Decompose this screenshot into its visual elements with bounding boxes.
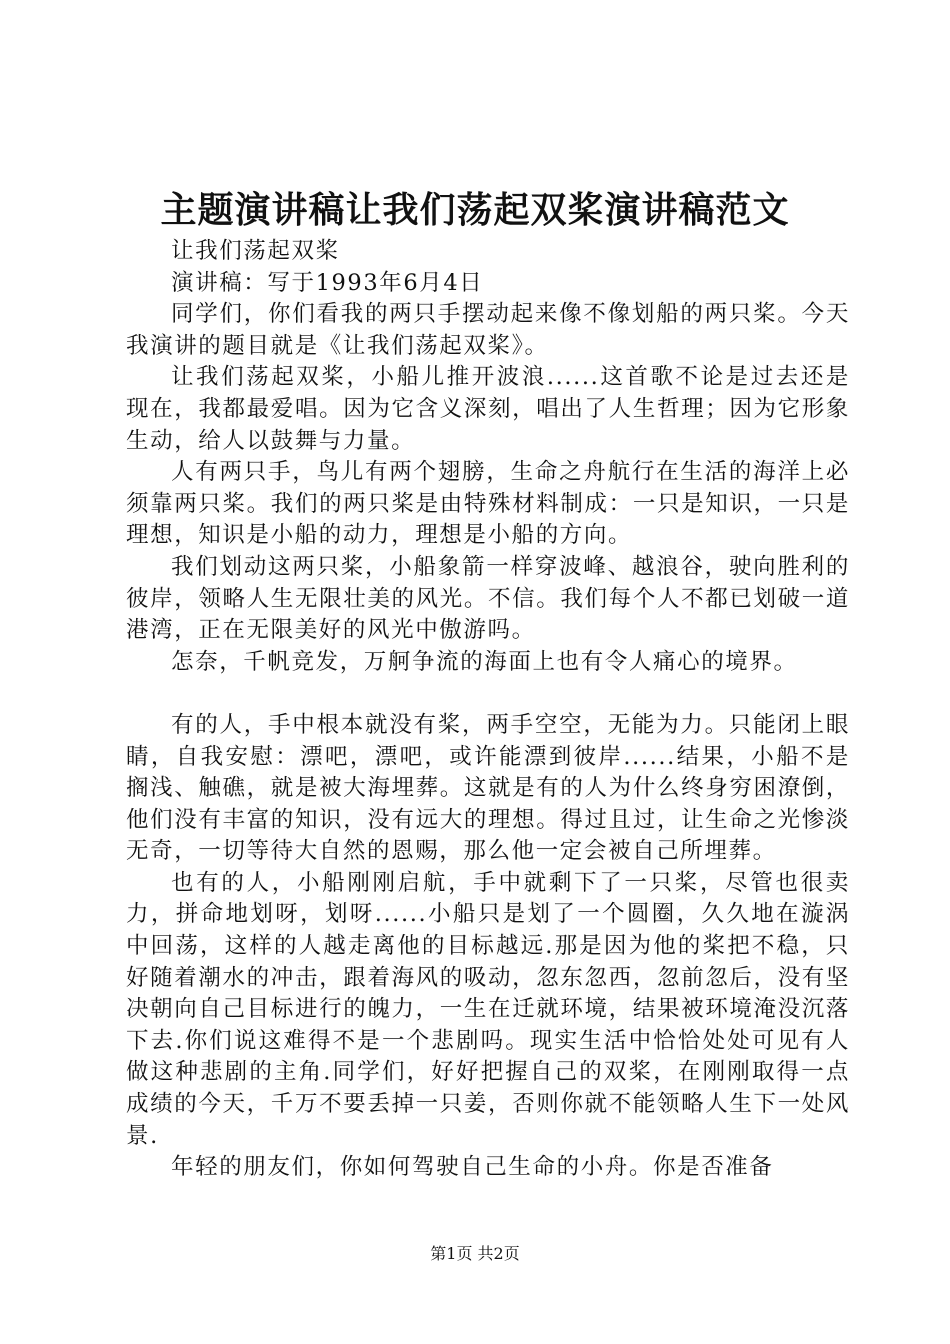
page-footer: 第1页 共2页 xyxy=(430,1244,520,1263)
body-paragraph: 怎奈，千帆竞发，万舸争流的海面上也有令人痛心的境界。 xyxy=(171,648,798,675)
document-title: 主题演讲稿让我们荡起双桨演讲稿范文 xyxy=(160,189,790,231)
body-paragraph: 我们划动这两只桨，小船象箭一样穿波峰、越浪谷，驶向胜利的彼岸，领略人生无限壮美的风光。不信。我们每个人不都已划破一道港湾，正在无限美好的风光中傲游吗。 xyxy=(126,553,850,644)
document-body xyxy=(126,236,850,1184)
body-paragraph: 年轻的朋友们，你如何驾驶自己生命的小舟。你是否准备 xyxy=(171,1154,774,1181)
date-paragraph: 演讲稿：写于1993年6月4日 xyxy=(171,269,484,296)
body-paragraph: 让我们荡起双桨，小船儿推开波浪......这首歌不论是过去还是现在，我都最爱唱。因为它含义深刻，唱出了人生哲理；因为它形象生动，给人以鼓舞与力量。 xyxy=(126,364,850,454)
body-paragraph: 也有的人，小船刚刚启航，手中就剩下了一只桨，尽管也很卖力，拼命地划呀，划呀......小船只是划了一个圆圈，久久地在漩涡中回荡，这样的人越走离他的目标越远.那是因为他的桨把不稳，只好随着潮水的冲击，跟着海风的吸动，忽东忽西，忽前忽后，没有坚决朝向自己目标进行的魄力，一生在迁就环境，结果被环境淹没沉落下去.你们说这难得不是一个悲剧吗。现实生活中恰恰处处可见有人做这种悲剧的主角.同学们，好好把握自己的双桨，在刚刚取得一点成绩的今天，千万不要丢掉一只姜，否则你就不能领略人生下一处风景. xyxy=(126,869,850,1149)
body-paragraph: 人有两只手，鸟儿有两个翅膀，生命之舟航行在生活的海洋上必须靠两只桨。我们的两只桨是由特殊材料制成：一只是知识，一只是理想，知识是小船的动力，理想是小船的方向。 xyxy=(126,459,850,549)
body-paragraph: 有的人，手中根本就没有桨，两手空空，无能为力。只能闭上眼睛，自我安慰：漂吧，漂吧，或许能漂到彼岸......结果，小船不是搁浅、触礁，就是被大海埋葬。这就是有的人为什么终身穷困潦倒，他们没有丰富的知识，没有远大的理想。得过且过，让生命之光惨淡无奇，一切等待大自然的恩赐，那么他一定会被自己所埋葬。 xyxy=(126,711,850,865)
blank-line xyxy=(126,678,850,710)
body-paragraph: 同学们，你们看我的两只手摆动起来像不像划船的两只桨。今天我演讲的题目就是《让我们荡起双桨》。 xyxy=(126,301,850,359)
subtitle-paragraph: 让我们荡起双桨 xyxy=(171,238,340,264)
